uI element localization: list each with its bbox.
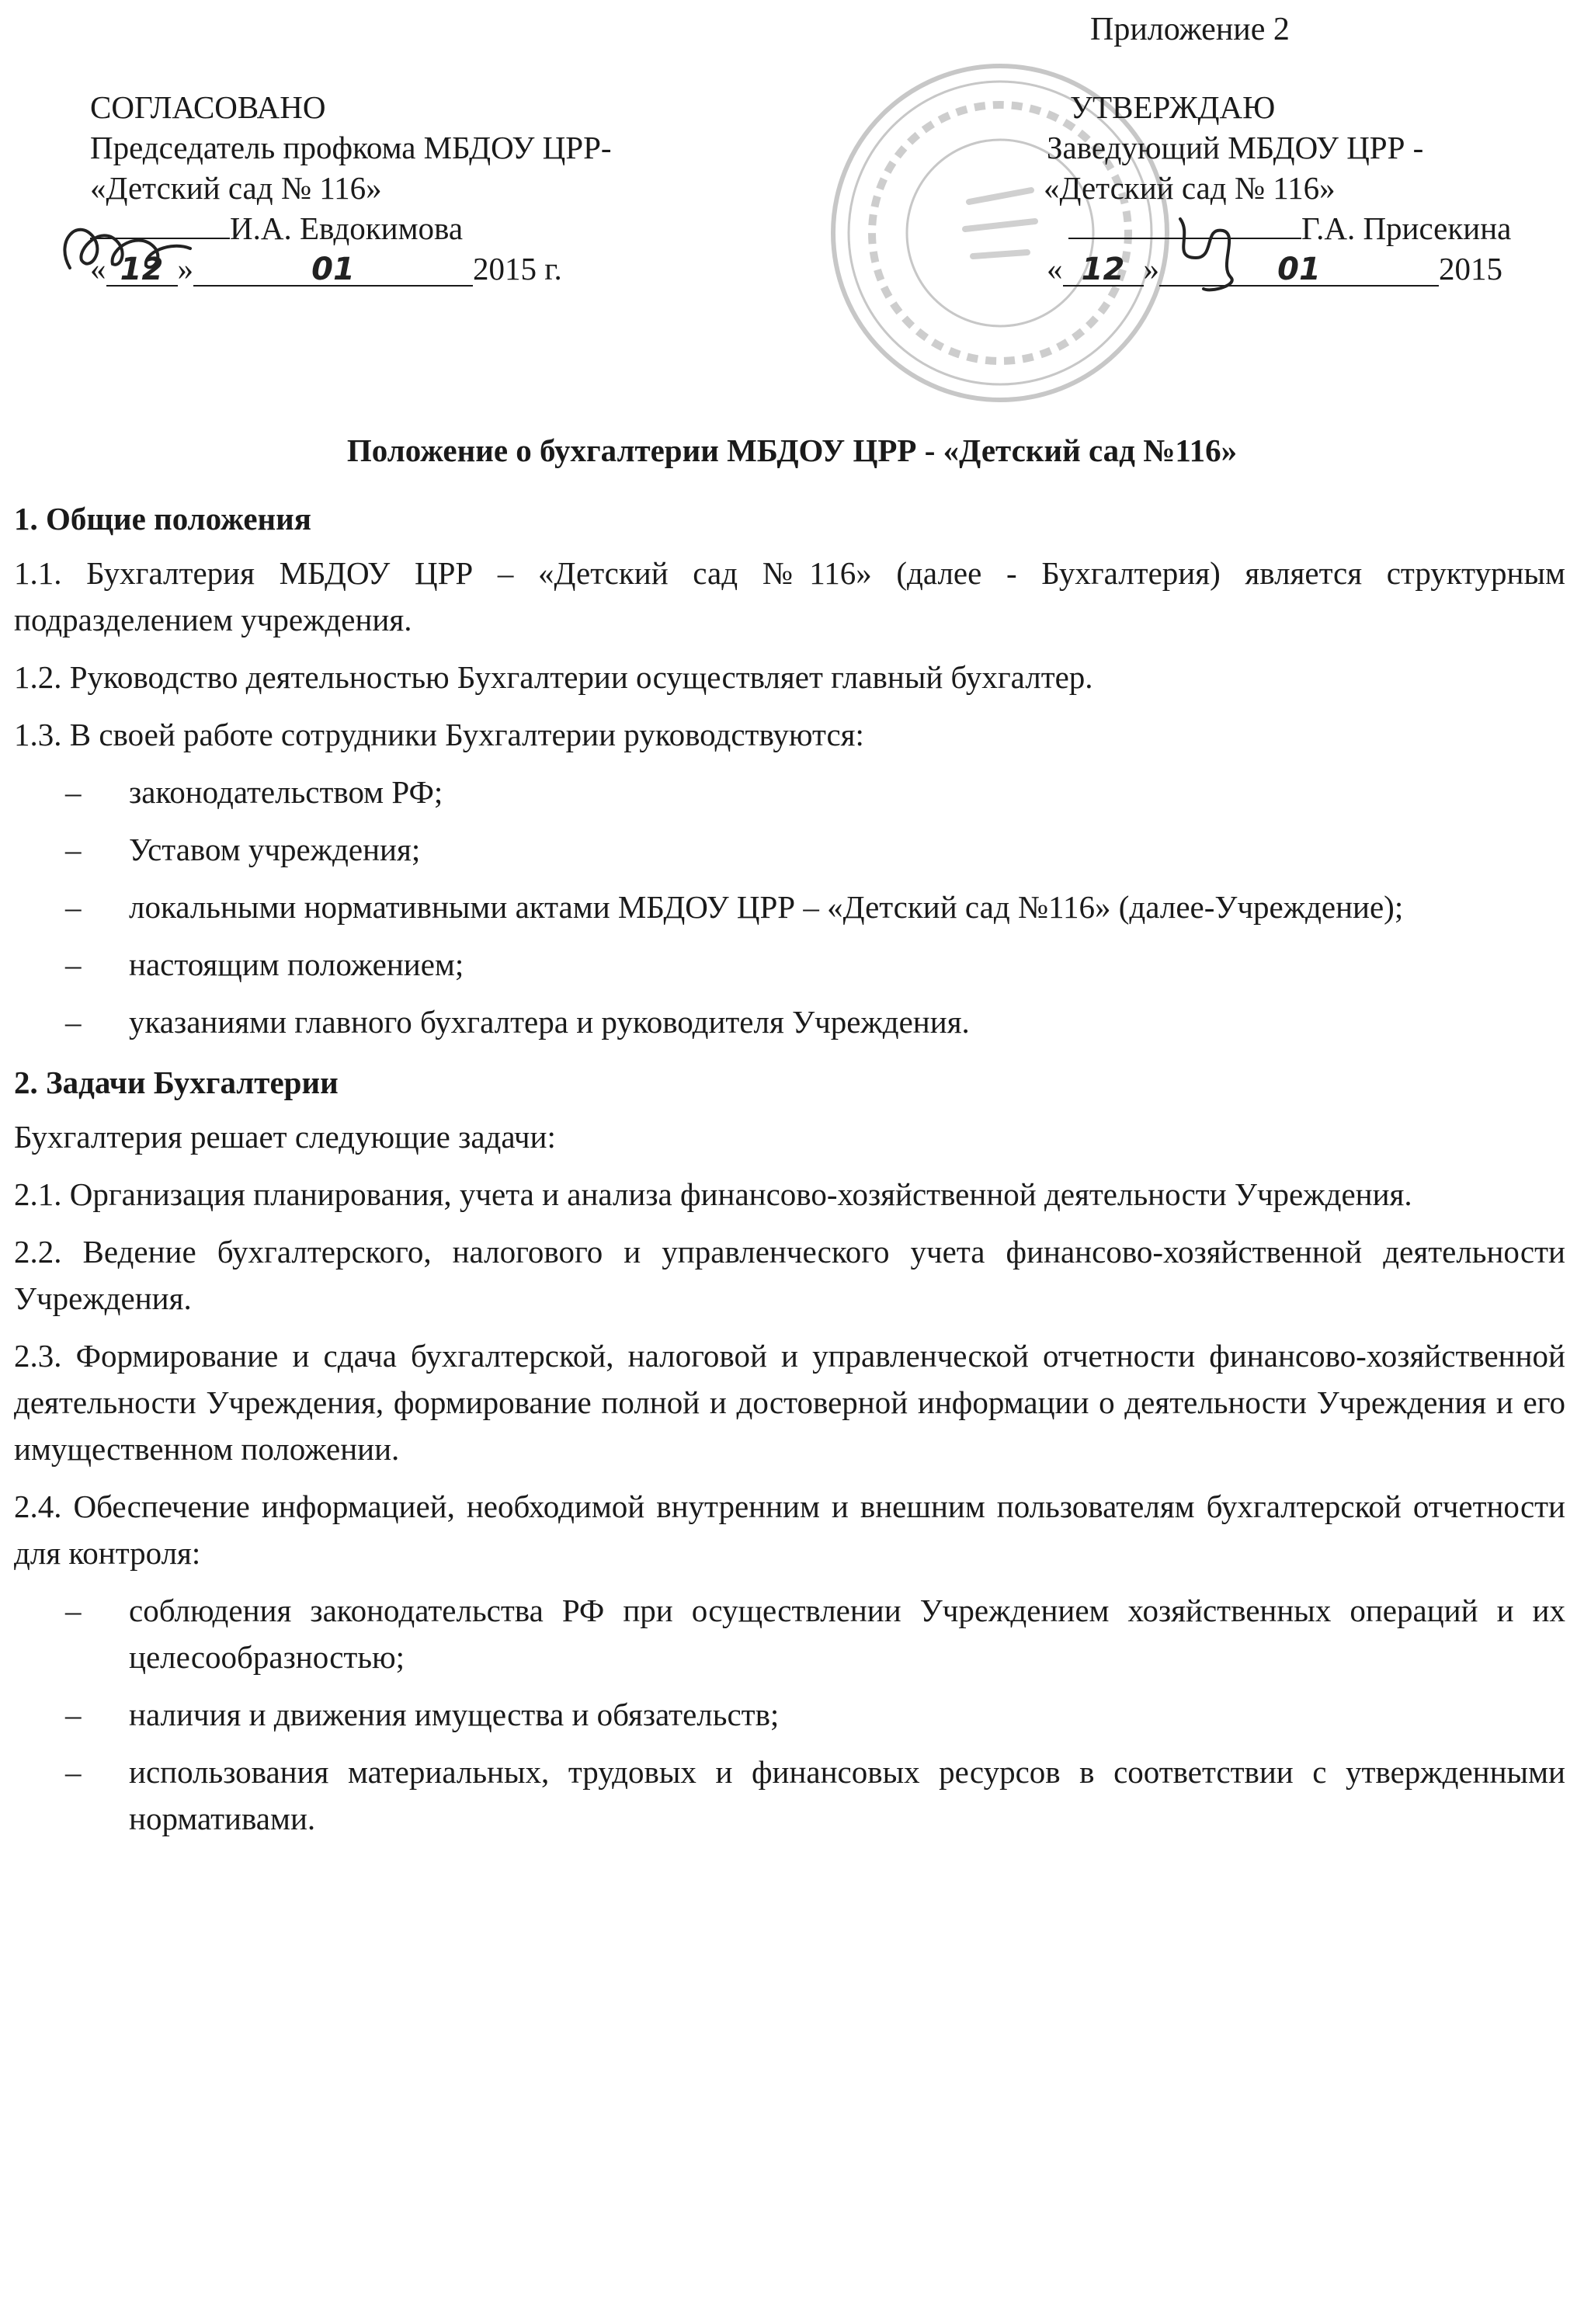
clause-2-1: 2.1. Организация планирования, учета и анализа финансово-хозяйственной деятельности Учреждения. bbox=[14, 1176, 1412, 1212]
agreed-signature-line bbox=[90, 208, 612, 248]
clause-2-4: 2.4. Обеспечение информацией, необходимой внутренним и внешним пользователям бухгалтерской отчетности для контроля: bbox=[14, 1489, 1565, 1571]
agreed-block bbox=[90, 87, 612, 289]
agreed-name: И.А. Евдокимова bbox=[230, 210, 464, 246]
list-item: – настоящим положением; bbox=[65, 947, 464, 982]
document-body bbox=[14, 492, 1565, 1853]
section-2-intro: Бухгалтерия решает следующие задачи: bbox=[14, 1119, 556, 1155]
list-item: – локальными нормативными актами МБДОУ ЦРР – «Детский сад №116» (далее-Учреждение); bbox=[65, 889, 1404, 925]
clause-1-2: 1.2. Руководство деятельностью Бухгалтерии осуществляет главный бухгалтер. bbox=[14, 659, 1093, 695]
list-item: – использования материальных, трудовых и финансовых ресурсов в соответствии с утвержденными нормативами. bbox=[65, 1754, 1565, 1836]
list-item: – законодательством РФ; bbox=[65, 774, 443, 810]
clause-2-2: 2.2. Ведение бухгалтерского, налогового и управленческого учета финансово-хозяйственной деятельности Учреждения. bbox=[14, 1234, 1565, 1316]
approved-date-day: 12 bbox=[1063, 254, 1144, 287]
document-title: Положение о бухгалтерии МБДОУ ЦРР - «Детский сад №116» bbox=[346, 432, 1238, 468]
appendix-label: Приложение 2 bbox=[1090, 12, 1290, 47]
agreed-date-day: 12 bbox=[106, 254, 178, 287]
clause-2-3: 2.3. Формирование и сдача бухгалтерской, налоговой и управленческой отчетности финансово-хозяйственной деятельности Учреждения, формирование полной и достоверной информации о деятельности Учреждения и его имущественном положении. bbox=[14, 1338, 1565, 1467]
clause-1-1: 1.1. Бухгалтерия МБДОУ ЦРР – «Детский сад №116» (далее - Бухгалтерия) является структурным подразделением учреждения. bbox=[14, 555, 1565, 637]
control-list bbox=[14, 1587, 1565, 1853]
approved-organization: «Детский сад № 116» bbox=[1044, 170, 1336, 206]
approved-date-year: 2015 bbox=[1439, 251, 1502, 287]
approved-signature-line bbox=[1068, 208, 1511, 248]
clause-1-3: 1.3. В своей работе сотрудники Бухгалтерии руководствуются: bbox=[14, 717, 864, 752]
approved-date-month: 01 bbox=[1159, 254, 1439, 287]
list-item: – соблюдения законодательства РФ при осуществлении Учреждением хозяйственных операций и их целесообразностью; bbox=[65, 1593, 1565, 1675]
section-2-heading: 2. Задачи Бухгалтерии bbox=[14, 1065, 339, 1100]
agreed-position: Председатель профкома МБДОУ ЦРР- bbox=[90, 130, 612, 165]
approved-name: Г.А. Присекина bbox=[1301, 210, 1512, 246]
list-item: – Уставом учреждения; bbox=[65, 832, 421, 867]
approved-heading: УТВЕРЖДАЮ bbox=[1070, 89, 1276, 125]
approved-position: Заведующий МБДОУ ЦРР - bbox=[1047, 130, 1424, 165]
approved-block bbox=[1044, 87, 1512, 289]
section-1-heading: 1. Общие положения bbox=[14, 501, 311, 537]
agreed-organization: «Детский сад № 116» bbox=[90, 170, 382, 206]
agreed-heading: СОГЛАСОВАНО bbox=[90, 89, 326, 125]
list-item: – наличия и движения имущества и обязательств; bbox=[65, 1697, 780, 1732]
approved-date-line: « 12 » 01 2015 bbox=[1047, 251, 1502, 287]
agreed-date-month: 01 bbox=[193, 254, 473, 287]
agreed-date-line: « 12 » 01 2015 г. bbox=[90, 251, 562, 287]
list-item: – указаниями главного бухгалтера и руководителя Учреждения. bbox=[65, 1004, 970, 1040]
agreed-date-year: 2015 г. bbox=[473, 251, 562, 287]
guidance-list bbox=[14, 769, 1565, 1056]
